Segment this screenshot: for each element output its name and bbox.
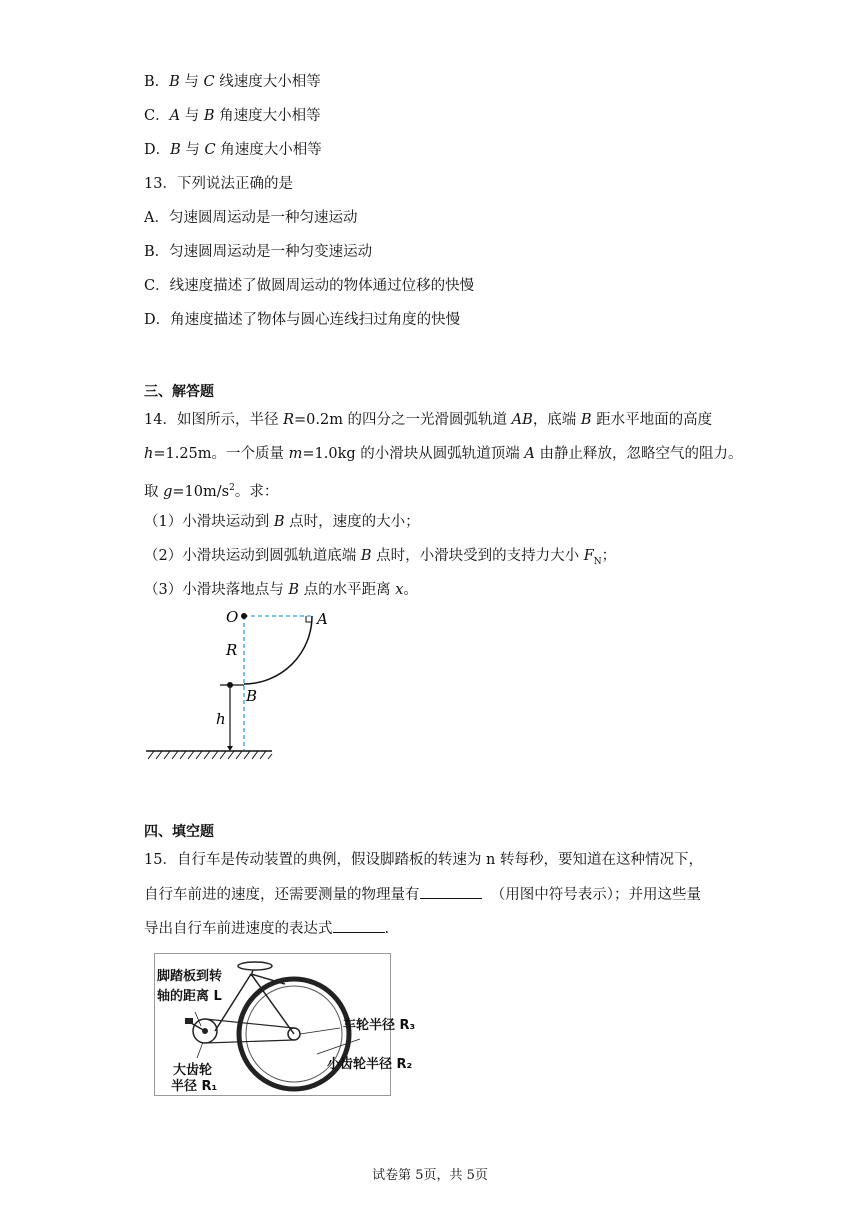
q14-track-figure xyxy=(140,600,340,770)
q15-line-3: 导出自行车前进速度的表达式 . xyxy=(144,918,389,939)
bicycle-figure xyxy=(154,953,416,1096)
q14-sub-2: （2）小滑块运动到圆弧轨道底端 B 点时，小滑块受到的支持力大小 $F_N$； xyxy=(144,548,617,567)
label-pedal-distance-1: 脚踏板到转 xyxy=(157,969,223,984)
label-big-gear-1: 大齿轮 xyxy=(173,1063,213,1078)
chain-bottom xyxy=(205,1040,294,1043)
label-o: O xyxy=(226,608,239,626)
section-4-title: 四、填空题 xyxy=(144,824,214,840)
q15-line-2: 自行车前进的速度，还需要测量的物理量有 （用图中符号表示）；并用这些量 xyxy=(144,884,701,905)
q13-option-b: B．匀速圆周运动是一种匀变速运动 xyxy=(144,244,373,260)
label-b: B xyxy=(246,687,258,705)
label-pedal-distance-2: 轴的距离 L xyxy=(157,989,222,1004)
q14-sub-3: （3）小滑块落地点与 B 点的水平距离 x。 xyxy=(144,582,418,598)
q14-sub-1: （1）小滑块运动到 B 点时，速度的大小； xyxy=(144,514,420,530)
ground-hatch xyxy=(148,751,272,759)
point-o xyxy=(241,613,247,619)
q14-line-1: 14．如图所示，半径 R=0.2m 的四分之一光滑圆弧轨道 AB，底端 B 距水平地面的高度 xyxy=(144,412,713,428)
q14-line-2: h=1.25m。一个质量 m=1.0kg 的小滑块从圆弧轨道顶端 A 由静止释放，忽略空气的阻力。 xyxy=(144,446,743,462)
seat xyxy=(238,962,272,970)
option-b-prev: B．B 与 C 线速度大小相等 xyxy=(144,74,321,90)
option-c-prev: C．A 与 B 角速度大小相等 xyxy=(144,108,321,124)
page-footer: 试卷第 5页，共 5页 xyxy=(372,1168,488,1183)
q13-stem: 13．下列说法正确的是 xyxy=(144,176,293,192)
label-h: h xyxy=(216,710,226,728)
q13-option-c: C．线速度描述了做圆周运动的物体通过位移的快慢 xyxy=(144,278,475,294)
label-r: R xyxy=(226,641,238,659)
quarter-arc-track xyxy=(244,616,312,684)
answer-blank-1 xyxy=(420,884,482,899)
label-big-gear-2: 半径 R₁ xyxy=(171,1079,218,1094)
label-a: A xyxy=(317,610,328,628)
q15-line-1: 15．自行车是传动装置的典例，假设脚踏板的转速为 n 转每秒，要知道在这种情况下， xyxy=(144,852,704,868)
q14-line-3: 取 $g=10m/s^2$。求： xyxy=(144,483,279,500)
section-3-title: 三、解答题 xyxy=(144,384,214,400)
option-d-prev: D．B 与 C 角速度大小相等 xyxy=(144,142,322,158)
q13-option-a: A．匀速圆周运动是一种匀速运动 xyxy=(144,210,358,226)
label-small-gear-radius: 小齿轮半径 R₂ xyxy=(327,1057,413,1072)
q13-option-d: D．角速度描述了物体与圆心连线扫过角度的快慢 xyxy=(144,312,461,328)
label-wheel-radius: 车轮半径 R₃ xyxy=(343,1018,416,1033)
answer-blank-2 xyxy=(333,918,385,933)
pedal xyxy=(185,1018,193,1024)
